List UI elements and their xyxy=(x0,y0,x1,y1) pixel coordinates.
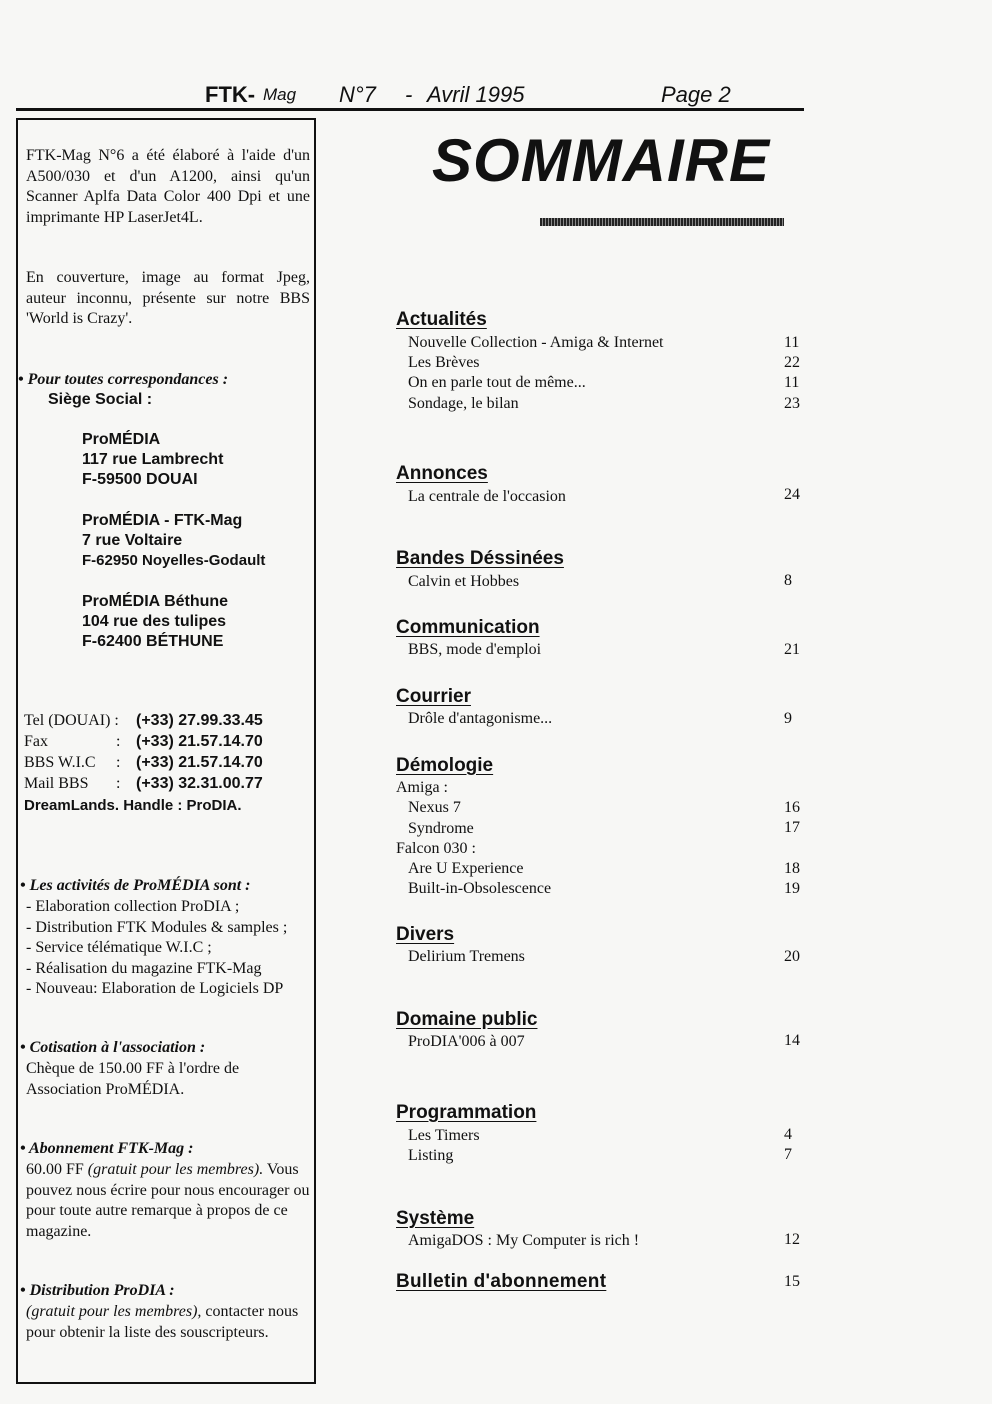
header-mag: Mag xyxy=(263,85,297,104)
contact-colon: : xyxy=(116,775,121,792)
toc-entry[interactable]: Listing xyxy=(408,1147,454,1164)
intro-paragraph: FTK-Mag N°6 a été élaboré à l'aide d'un A500/030 et d'un A1200, ainsi qu'un Scanner Aplfa Data Color 400 Dpi et une imprimante HP LaserJet4L. xyxy=(26,147,310,226)
activities-title: • Les activités de ProMÉDIA sont : xyxy=(20,877,251,894)
toc-section-actualites[interactable]: Actualités xyxy=(396,309,487,330)
toc-page-number: 18 xyxy=(784,860,800,877)
toc-entry[interactable]: Nexus 7 xyxy=(408,799,461,816)
activity-item: - Distribution FTK Modules & samples ; xyxy=(26,918,288,936)
address-line: F-59500 DOUAI xyxy=(82,471,198,488)
toc-page-number: 8 xyxy=(784,572,792,589)
contact-number: (+33) 21.57.14.70 xyxy=(136,733,263,750)
contact-number: (+33) 21.57.14.70 xyxy=(136,754,263,771)
toc-section-divers[interactable]: Divers xyxy=(396,924,455,945)
toc-entry[interactable]: AmigaDOS : My Computer is rich ! xyxy=(408,1232,640,1249)
toc-page-number: 21 xyxy=(784,641,800,658)
toc-page-number: 14 xyxy=(784,1032,800,1049)
address-douai xyxy=(82,430,223,490)
toc-page-number: 7 xyxy=(784,1146,792,1163)
page-header xyxy=(205,82,805,108)
toc-page-number: 23 xyxy=(784,395,800,412)
toc-entry[interactable]: La centrale de l'occasion xyxy=(408,488,566,505)
address-line: F-62400 BÉTHUNE xyxy=(82,633,224,650)
address-line: 7 rue Voltaire xyxy=(82,532,183,549)
address-line: ProMÉDIA xyxy=(82,431,161,448)
toc-section-bulletin-abonnement[interactable]: Bulletin d'abonnement xyxy=(396,1271,607,1292)
toc-section-bandes-dessinees[interactable]: Bandes Déssinées xyxy=(396,548,564,569)
toc-entry[interactable]: Les Brèves xyxy=(408,354,480,371)
toc-page-number: 17 xyxy=(784,819,800,836)
toc-section-courrier[interactable]: Courrier xyxy=(396,686,471,707)
activities-list xyxy=(26,897,316,1000)
contact-label: Tel (DOUAI) : xyxy=(24,712,119,729)
toc-entry[interactable]: Delirium Tremens xyxy=(408,948,525,965)
header-separator: - xyxy=(405,82,413,107)
toc-page-number: 19 xyxy=(784,880,800,897)
toc-entry[interactable]: Built-in-Obsolescence xyxy=(408,880,552,897)
toc-section-demologie[interactable]: Démologie xyxy=(396,755,494,776)
distribution-text xyxy=(26,1302,306,1343)
head-office-label: Siège Social : xyxy=(48,391,153,408)
toc-entry[interactable]: Are U Experience xyxy=(408,860,524,877)
toc-page-number: 11 xyxy=(784,374,800,391)
header-page-number: Page 2 xyxy=(661,82,731,107)
toc-entry[interactable]: Nouvelle Collection - Amiga & Internet xyxy=(408,334,664,351)
toc-page-number: 9 xyxy=(784,710,792,727)
header-brand: FTK- xyxy=(205,82,256,107)
toc-entry[interactable]: Drôle d'antagonisme... xyxy=(408,710,553,727)
toc-entry[interactable]: Les Timers xyxy=(408,1127,480,1144)
toc-entry[interactable]: BBS, mode d'emploi xyxy=(408,641,542,658)
title-underline-bar xyxy=(540,218,784,226)
correspondence-title: • Pour toutes correspondances : xyxy=(18,371,229,388)
toc-page-number: 22 xyxy=(784,354,800,371)
subscription-body: Vous pouvez nous écrire pour nous encourager ou pour toute autre remarque à propos de ce magazine. xyxy=(26,1161,310,1240)
toc-entry[interactable]: Syndrome xyxy=(408,820,474,837)
toc-section-annonces[interactable]: Annonces xyxy=(396,463,488,484)
address-line: F-62950 Noyelles-Godault xyxy=(82,552,266,569)
activity-item: - Service télématique W.I.C ; xyxy=(26,939,212,956)
subscription-title: • Abonnement FTK-Mag : xyxy=(20,1140,194,1157)
toc-page-number: 12 xyxy=(784,1231,800,1248)
activity-item: - Réalisation du magazine FTK-Mag xyxy=(26,959,262,977)
toc-entry[interactable]: Sondage, le bilan xyxy=(408,395,519,412)
membership-title: • Cotisation à l'association : xyxy=(20,1039,206,1056)
toc-entry[interactable]: On en parle tout de même... xyxy=(408,374,586,391)
address-line: ProMÉDIA - FTK-Mag xyxy=(82,512,243,529)
address-line: 104 rue des tulipes xyxy=(82,613,227,630)
subscription-price: 60.00 FF xyxy=(26,1161,84,1178)
activity-item: - Nouveau: Elaboration de Logiciels DP xyxy=(26,980,284,997)
contact-label: Fax xyxy=(24,733,48,750)
toc-section-domaine-public[interactable]: Domaine public xyxy=(396,1009,538,1030)
dreamlands-handle: DreamLands. Handle : ProDIA. xyxy=(24,797,242,814)
contact-colon: : xyxy=(116,733,121,750)
toc-title: SOMMAIRE xyxy=(432,127,770,194)
toc-subheading: Amiga : xyxy=(396,779,448,796)
toc-page-number: 24 xyxy=(784,486,800,503)
subscription-text xyxy=(26,1160,312,1242)
cover-paragraph: En couverture, image au format Jpeg, auteur inconnu, présente sur notre BBS 'World is Crazy'. xyxy=(26,269,310,327)
membership-text: Chèque de 150.00 FF à l'ordre de Association ProMÉDIA. xyxy=(26,1060,240,1098)
address-line: 117 rue Lambrecht xyxy=(82,451,224,468)
address-noyelles xyxy=(82,511,265,571)
toc-subheading: Falcon 030 : xyxy=(396,840,476,857)
contact-number: (+33) 32.31.00.77 xyxy=(136,775,263,792)
distribution-free-note: (gratuit pour les membres), xyxy=(26,1303,202,1320)
toc-section-programmation[interactable]: Programmation xyxy=(396,1102,537,1123)
info-sidebar xyxy=(16,118,316,1384)
toc-entry[interactable]: Calvin et Hobbes xyxy=(408,573,520,590)
toc-page-number: 16 xyxy=(784,799,800,816)
contact-colon: : xyxy=(116,754,121,771)
toc-section-communication[interactable]: Communication xyxy=(396,617,540,638)
activity-item: - Elaboration collection ProDIA ; xyxy=(26,898,240,915)
toc-page-number: 15 xyxy=(784,1273,800,1290)
distribution-title: • Distribution ProDIA : xyxy=(20,1282,175,1299)
toc-page-number: 20 xyxy=(784,948,800,965)
toc-page-number: 11 xyxy=(784,334,800,351)
toc-entry[interactable]: ProDIA'006 à 007 xyxy=(408,1033,525,1050)
toc-page-number: 4 xyxy=(784,1126,792,1143)
address-bethune xyxy=(82,592,228,652)
contact-number: (+33) 27.99.33.45 xyxy=(136,712,263,729)
contact-label: Mail BBS xyxy=(24,775,89,792)
header-rule xyxy=(16,108,804,111)
header-date: Avril 1995 xyxy=(427,82,525,107)
subscription-free-note: (gratuit pour les membres). xyxy=(87,1161,264,1178)
toc-section-systeme[interactable]: Système xyxy=(396,1208,475,1229)
address-line: ProMÉDIA Béthune xyxy=(82,593,229,610)
distribution-body: contacter nous pour obtenir la liste des souscripteurs. xyxy=(26,1303,299,1341)
contact-label: BBS W.I.C xyxy=(24,754,96,771)
header-issue: N°7 xyxy=(339,82,376,107)
